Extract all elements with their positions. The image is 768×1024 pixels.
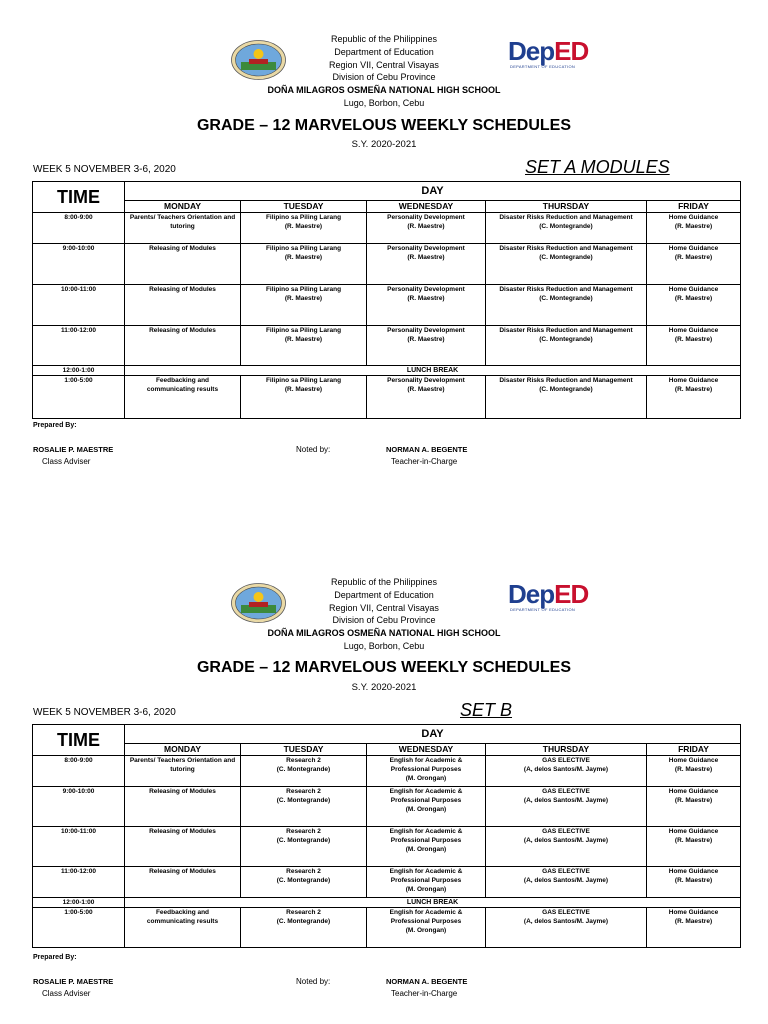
letterhead: Republic of the Philippines Department of Education Region VII, Central Visayas Division of Cebu Province DOÑA MILAGROS OSMEÑA NATIONAL HIGH SCHOOL Lugo, Borbon, Cebu — [0, 33, 768, 110]
prepared-by-label: Prepared By: — [33, 422, 77, 429]
table-row: 10:00-11:00 Releasing of Modules Research 2 (C. Montegrande) English for Academic & Professional Purposes (M. Orongan) GAS ELECTIVE (A, delos Santos/M. Jayme) Home Guidance (R. Maestre) — [33, 827, 741, 867]
time-header: TIME — [33, 182, 125, 213]
day-thursday: THURSDAY — [486, 744, 647, 756]
prepared-by-label: Prepared By: — [33, 954, 77, 961]
table-row: 8:00-9:00 Parents/ Teachers Orientation and tutoring Filipino sa Piling Larang (R. Maestre) Personality Development (R. Maestre) Disaster Risks Reduction and Management (C. Montegrande) Home Guidance (R. Maestre) — [33, 213, 741, 244]
school-year: S.Y. 2020-2021 — [351, 682, 417, 693]
day-friday: FRIDAY — [647, 201, 741, 213]
schedule-table — [32, 181, 741, 419]
week-label: WEEK 5 NOVEMBER 3-6, 2020 — [33, 164, 176, 175]
day-thursday: THURSDAY — [486, 201, 647, 213]
day-monday: MONDAY — [125, 744, 241, 756]
school-name: DOÑA MILAGROS OSMEÑA NATIONAL HIGH SCHOOL — [267, 628, 501, 639]
table-row: 9:00-10:00 Releasing of Modules Filipino sa Piling Larang (R. Maestre) Personality Development (R. Maestre) Disaster Risks Reduction and Management (C. Montegrande) Home Guidance (R. Maestre) — [33, 244, 741, 285]
adviser-role: Class Adviser — [42, 989, 91, 998]
head-role: Teacher-in-Charge — [391, 457, 458, 466]
noted-by-label: Noted by: — [296, 445, 331, 454]
set-label: SET B — [460, 700, 513, 720]
table-row: 11:00-12:00 Releasing of Modules Filipino sa Piling Larang (R. Maestre) Personality Development (R. Maestre) Disaster Risks Reduction and Management (C. Montegrande) Home Guidance (R. Maestre) — [33, 326, 741, 366]
day-header: DAY — [125, 725, 741, 744]
school-year: S.Y. 2020-2021 — [351, 139, 417, 150]
day-wednesday: WEDNESDAY — [367, 201, 486, 213]
day-header: DAY — [125, 182, 741, 201]
table-row: 9:00-10:00 Releasing of Modules Research 2 (C. Montegrande) English for Academic & Professional Purposes (M. Orongan) GAS ELECTIVE (A, delos Santos/M. Jayme) Home Guidance (R. Maestre) — [33, 787, 741, 827]
day-tuesday: TUESDAY — [241, 744, 367, 756]
adviser-name: ROSALIE P. MAESTRE — [33, 445, 114, 454]
day-wednesday: WEDNESDAY — [367, 744, 486, 756]
letterhead: Republic of the Philippines Department of Education Region VII, Central Visayas Division of Cebu Province DOÑA MILAGROS OSMEÑA NATIONAL HIGH SCHOOL Lugo, Borbon, Cebu — [0, 576, 768, 653]
table-row: 8:00-9:00 Parents/ Teachers Orientation and tutoring Research 2 (C. Montegrande) English for Academic & Professional Purposes (M. Orongan) GAS ELECTIVE (A, delos Santos/M. Jayme) Home Guidance (R. Maestre) — [33, 756, 741, 787]
lunch-row: 12:00-1:00 LUNCH BREAK — [33, 366, 741, 376]
set-label: SET A MODULES — [525, 157, 670, 177]
deped-logo: DepED DEPARTMENT OF EDUCATION — [508, 579, 589, 612]
table-row: 10:00-11:00 Releasing of Modules Filipino sa Piling Larang (R. Maestre) Personality Development (R. Maestre) Disaster Risks Reduction and Management (C. Montegrande) Home Guidance (R. Maestre) — [33, 285, 741, 326]
adviser-name: ROSALIE P. MAESTRE — [33, 977, 114, 986]
day-tuesday: TUESDAY — [241, 201, 367, 213]
head-name: NORMAN A. BEGENTE — [386, 977, 468, 986]
page-title: GRADE – 12 MARVELOUS WEEKLY SCHEDULES — [196, 659, 571, 676]
head-name: NORMAN A. BEGENTE — [386, 445, 468, 454]
day-friday: FRIDAY — [647, 744, 741, 756]
page-title: GRADE – 12 MARVELOUS WEEKLY SCHEDULES — [196, 117, 571, 134]
deped-logo: DepED DEPARTMENT OF EDUCATION — [508, 36, 589, 69]
school-name: DOÑA MILAGROS OSMEÑA NATIONAL HIGH SCHOOL — [267, 85, 501, 96]
table-row: 1:00-5:00 Feedbacking and communicating results Research 2 (C. Montegrande) English for Academic & Professional Purposes (M. Orongan) GAS ELECTIVE (A, delos Santos/M. Jayme) Home Guidance (R. Maestre) — [33, 908, 741, 948]
noted-by-label: Noted by: — [296, 977, 331, 986]
adviser-role: Class Adviser — [42, 457, 91, 466]
school-address: Lugo, Borbon, Cebu — [343, 97, 425, 108]
head-role: Teacher-in-Charge — [391, 989, 458, 998]
week-label: WEEK 5 NOVEMBER 3-6, 2020 — [33, 707, 176, 718]
schedule-table — [32, 724, 741, 948]
lunch-row: 12:00-1:00 LUNCH BREAK — [33, 898, 741, 908]
school-address: Lugo, Borbon, Cebu — [343, 640, 425, 651]
time-header: TIME — [33, 725, 125, 756]
day-monday: MONDAY — [125, 201, 241, 213]
table-row: 1:00-5:00 Feedbacking and communicating results Filipino sa Piling Larang (R. Maestre) Personality Development (R. Maestre) Disaster Risks Reduction and Management (C. Montegrande) Home Guidance (R. Maestre) — [33, 376, 741, 419]
table-row: 11:00-12:00 Releasing of Modules Research 2 (C. Montegrande) English for Academic & Professional Purposes (M. Orongan) GAS ELECTIVE (A, delos Santos/M. Jayme) Home Guidance (R. Maestre) — [33, 867, 741, 898]
